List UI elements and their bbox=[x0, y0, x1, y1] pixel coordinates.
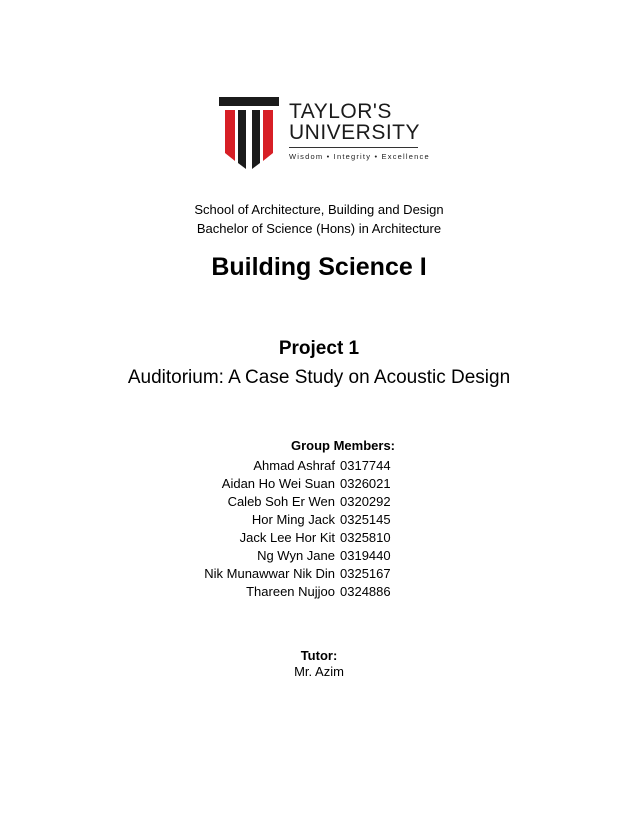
member-name: Caleb Soh Er Wen bbox=[227, 494, 335, 509]
logo-tagline: Wisdom • Integrity • Excellence bbox=[289, 152, 430, 161]
group-members-list bbox=[0, 458, 638, 602]
crest-right-red bbox=[263, 110, 273, 161]
university-crest-icon bbox=[219, 97, 279, 169]
member-id: 0325145 bbox=[340, 512, 391, 527]
member-id: 0317744 bbox=[340, 458, 391, 473]
member-name: Jack Lee Hor Kit bbox=[239, 530, 335, 545]
project-title: Auditorium: A Case Study on Acoustic Design bbox=[127, 367, 511, 388]
logo-divider bbox=[289, 147, 418, 148]
taylors-university-logo bbox=[219, 97, 429, 169]
group-members-title: Group Members: bbox=[290, 438, 395, 453]
project-label: Project 1 bbox=[278, 338, 360, 359]
member-name: Ng Wyn Jane bbox=[257, 548, 335, 563]
logo-line-2: UNIVERSITY bbox=[289, 121, 421, 144]
member-row bbox=[0, 530, 638, 548]
member-id: 0326021 bbox=[340, 476, 391, 491]
member-row bbox=[0, 584, 638, 602]
course-title: Building Science I bbox=[211, 253, 427, 281]
member-name: Hor Ming Jack bbox=[251, 512, 335, 527]
crest-left-red bbox=[225, 110, 235, 161]
member-row bbox=[0, 494, 638, 512]
member-row bbox=[0, 476, 638, 494]
member-id: 0325810 bbox=[340, 530, 391, 545]
degree-name: Bachelor of Science (Hons) in Architecture bbox=[196, 221, 442, 236]
member-name: Thareen Nujjoo bbox=[246, 584, 335, 599]
school-name: School of Architecture, Building and Design bbox=[194, 202, 444, 217]
tutor-title: Tutor: bbox=[300, 648, 338, 663]
member-row bbox=[0, 512, 638, 530]
logo-line-1: TAYLOR'S bbox=[289, 100, 392, 123]
member-id: 0324886 bbox=[340, 584, 391, 599]
member-id: 0325167 bbox=[340, 566, 391, 581]
tutor-name: Mr. Azim bbox=[294, 664, 344, 679]
member-id: 0320292 bbox=[340, 494, 391, 509]
member-name: Aidan Ho Wei Suan bbox=[221, 476, 335, 491]
member-row bbox=[0, 458, 638, 476]
crest-top-bar bbox=[219, 97, 279, 106]
crest-right-black bbox=[252, 110, 260, 169]
member-id: 0319440 bbox=[340, 548, 391, 563]
member-name: Ahmad Ashraf bbox=[253, 458, 335, 473]
member-row bbox=[0, 548, 638, 566]
member-row bbox=[0, 566, 638, 584]
member-name: Nik Munawwar Nik Din bbox=[204, 566, 335, 581]
crest-left-black bbox=[238, 110, 246, 169]
